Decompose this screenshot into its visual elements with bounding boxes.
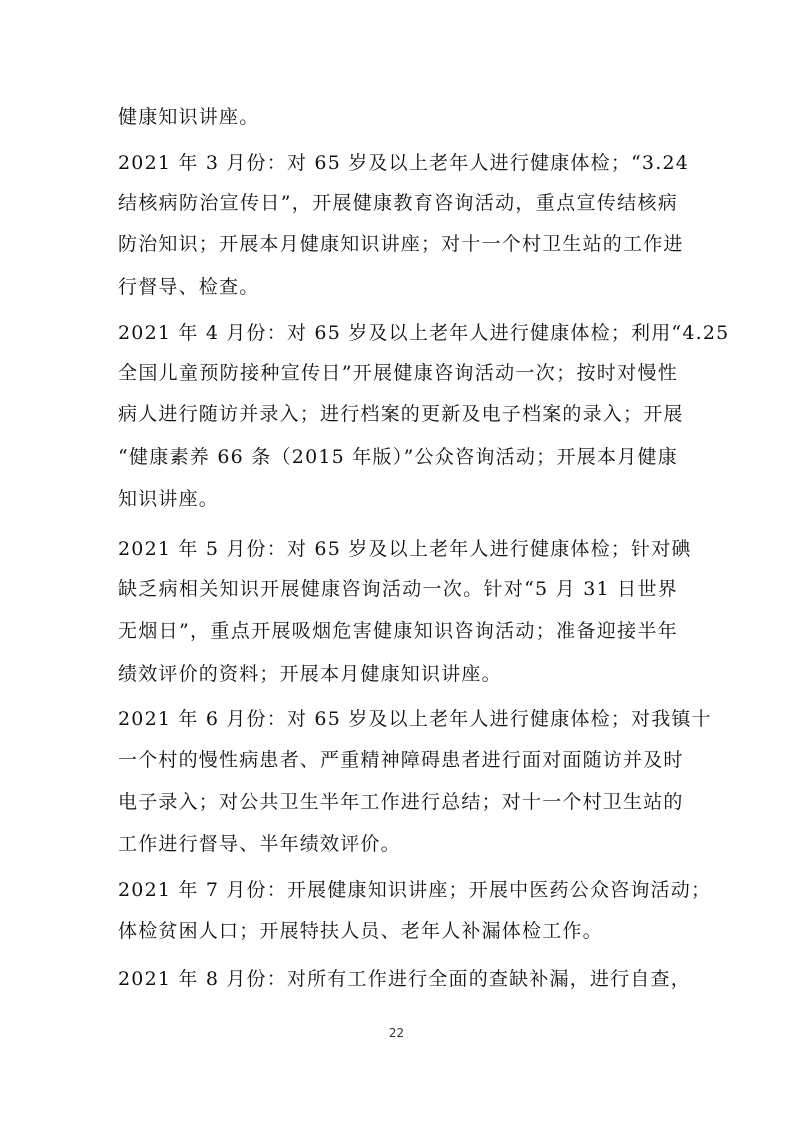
text-line: 2021 年 7 月份：开展健康知识讲座；开展中医药公众咨询活动； xyxy=(118,879,712,901)
text-line: 知识讲座。 xyxy=(118,488,220,510)
text-line: 2021 年 3 月份：对 65 岁及以上老年人进行健康体检；“3.24 xyxy=(118,152,690,174)
text-line: 病人进行随访并录入；进行档案的更新及电子档案的录入；开展 xyxy=(118,403,684,425)
text-line: 防治知识；开展本月健康知识讲座；对十一个村卫生站的工作进 xyxy=(118,233,684,255)
text-line: 行督导、检查。 xyxy=(118,276,260,298)
text-line: 2021 年 5 月份：对 65 岁及以上老年人进行健康体检；针对碘 xyxy=(118,538,692,560)
text-line: 电子录入；对公共卫生半年工作进行总结；对十一个村卫生站的 xyxy=(118,791,684,813)
page-number: 22 xyxy=(388,1026,405,1040)
text-line: 2021 年 4 月份：对 65 岁及以上老年人进行健康体检；利用“4.25 xyxy=(118,322,730,344)
text-line: 工作进行督导、半年绩效评价。 xyxy=(118,833,401,855)
text-line: 全国儿童预防接种宣传日”开展健康咨询活动一次；按时对慢性 xyxy=(118,362,678,384)
text-line: “健康素养 66 条（2015 年版）”公众咨询活动；开展本月健康 xyxy=(118,446,678,468)
text-line: 绩效评价的资料；开展本月健康知识讲座。 xyxy=(118,663,502,685)
text-line: 一个村的慢性病患者、严重精神障碍患者进行面对面随访并及时 xyxy=(118,749,684,771)
text-line: 缺乏病相关知识开展健康咨询活动一次。针对“5 月 31 日世界 xyxy=(118,578,678,600)
text-line: 结核病防治宣传日”，开展健康教育咨询活动，重点宣传结核病 xyxy=(118,192,678,214)
text-line: 健康知识讲座。 xyxy=(118,106,260,128)
text-line: 2021 年 6 月份：对 65 岁及以上老年人进行健康体检；对我镇十 xyxy=(118,708,712,730)
text-line: 2021 年 8 月份：对所有工作进行全面的查缺补漏，进行自查， xyxy=(118,968,691,990)
text-line: 体检贫困人口；开展特扶人员、老年人补漏体检工作。 xyxy=(118,920,603,942)
text-line: 无烟日”，重点开展吸烟危害健康知识咨询活动；准备迎接半年 xyxy=(118,620,678,642)
